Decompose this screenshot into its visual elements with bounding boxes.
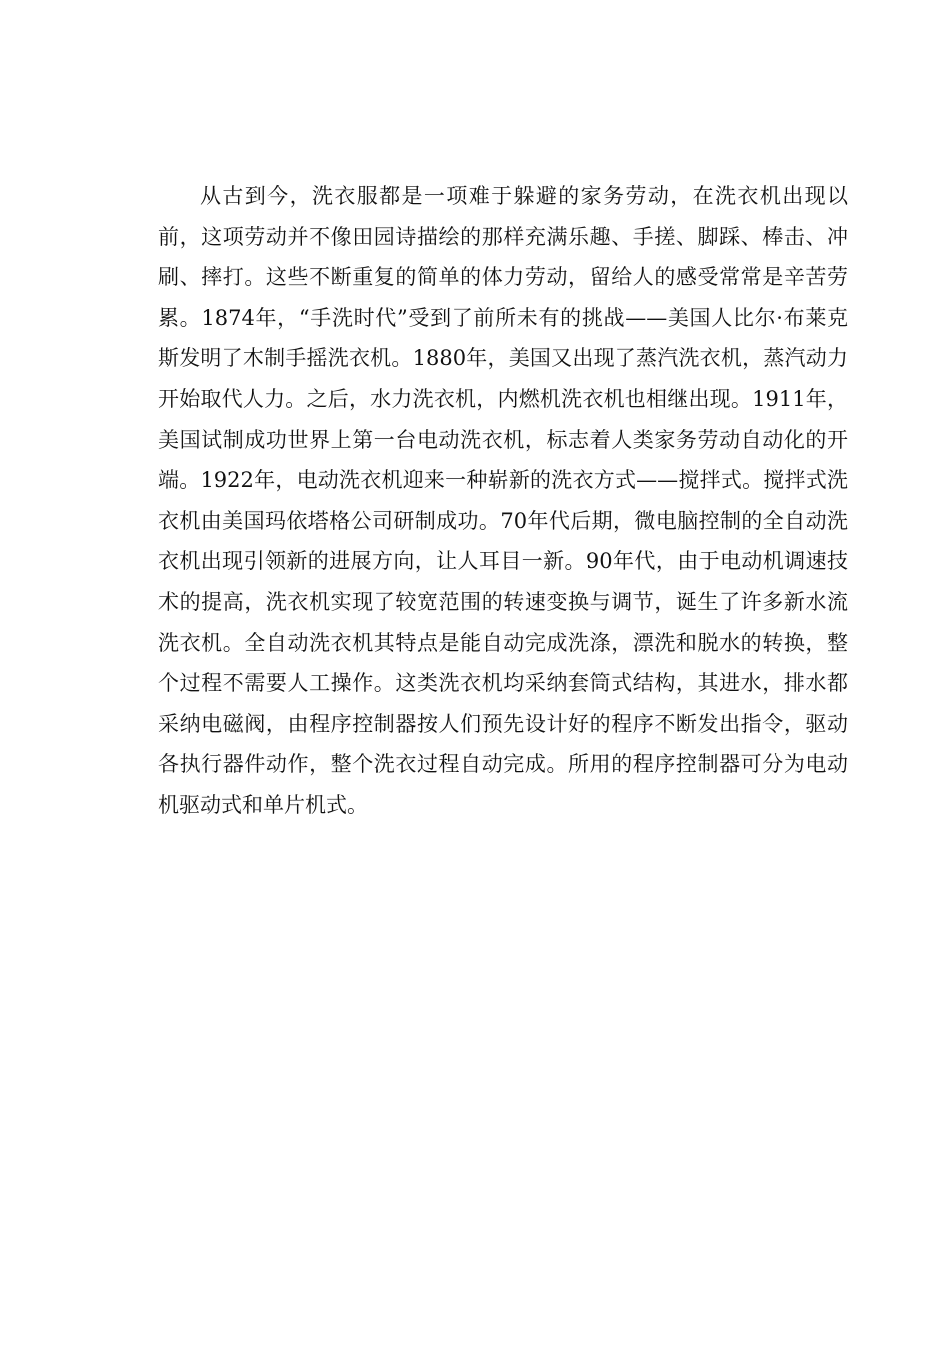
body-paragraph: 从古到今，洗衣服都是一项难于躲避的家务劳动，在洗衣机出现以前，这项劳动并不像田园诗描绘的那样充满乐趣、手搓、脚踩、棒击、冲刷、摔打。这些不断重复的简单的体力劳动，留给人的感受常常是辛苦劳累。1874年，“手洗时代”受到了前所未有的挑战——美国人比尔·布莱克斯发明了木制手摇洗衣机。1880年，美国又出现了蒸汽洗衣机，蒸汽动力开始取代人力。之后，水力洗衣机，内燃机洗衣机也相继出现。1911年，美国试制成功世界上第一台电动洗衣机，标志着人类家务劳动自动化的开端。1922年，电动洗衣机迎来一种崭新的洗衣方式——搅拌式。搅拌式洗衣机由美国玛依塔格公司研制成功。70年代后期，微电脑控制的全自动洗衣机出现引领新的进展方向，让人耳目一新。90年代，由于电动机调速技术的提高，洗衣机实现了较宽范围的转速变换与调节，诞生了许多新水流洗衣机。全自动洗衣机其特点是能自动完成洗涤，漂洗和脱水的转换，整个过程不需要人工操作。这类洗衣机均采纳套筒式结构，其进水，排水都采纳电磁阀，由程序控制器按人们预先设计好的程序不断发出指令，驱动各执行器件动作，整个洗衣过程自动完成。所用的程序控制器可分为电动机驱动式和单片机式。 <box>158 184 848 817</box>
